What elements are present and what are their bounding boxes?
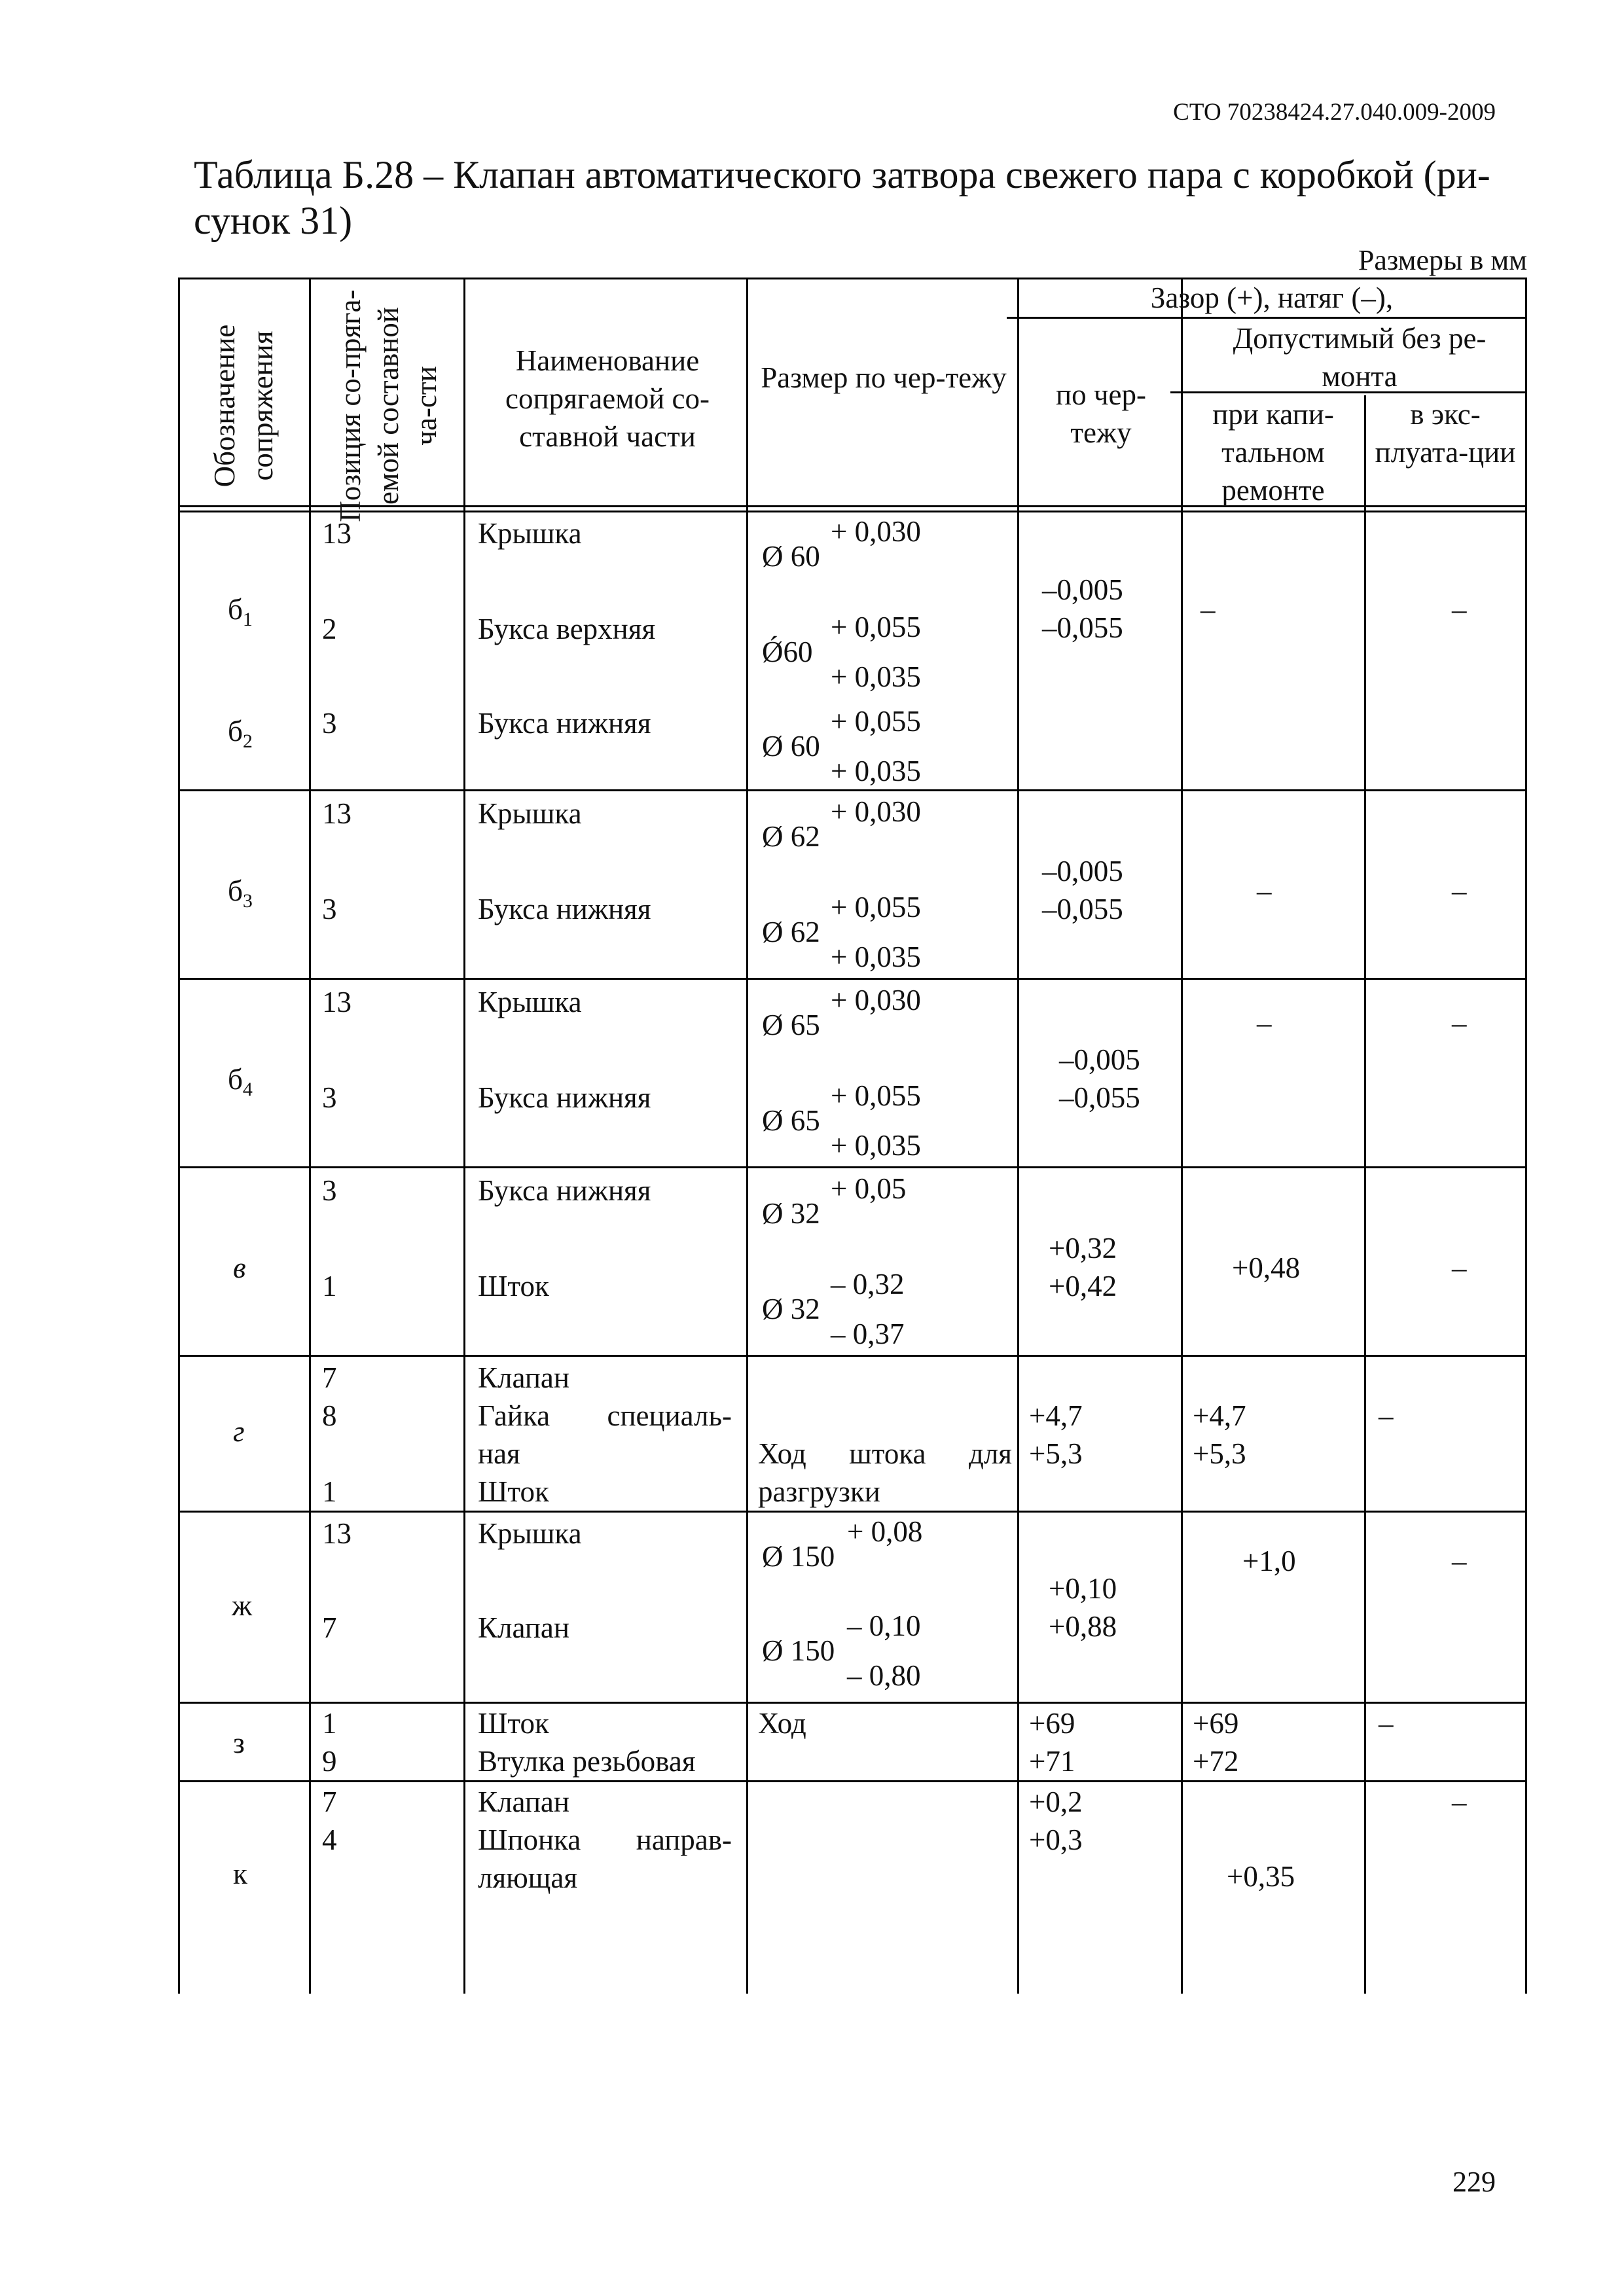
part-name-cell: Букса нижняя xyxy=(478,893,651,925)
col-rule-5 xyxy=(1181,278,1183,1994)
gap-capital-repair: +1,0 xyxy=(1242,1545,1296,1577)
upper-tolerance: + 0,05 xyxy=(831,1172,907,1205)
gap-by-drawing: +4,7 +5,3 xyxy=(1029,1399,1083,1470)
gap-capital-repair: – xyxy=(1257,1007,1272,1039)
designation-k: к xyxy=(233,1857,247,1890)
part-name-cell: Крышка xyxy=(478,797,582,830)
gap-by-drawing: +0,10 +0,88 xyxy=(1049,1572,1117,1643)
nominal-size: Ø 62 xyxy=(762,820,820,853)
nominal-size: Ø 60 xyxy=(762,730,820,762)
col-rule-4 xyxy=(1017,278,1019,1994)
designation-g: г xyxy=(233,1415,245,1448)
upper-tolerance: + 0,030 xyxy=(831,515,921,548)
header-by-drawing: по чер-тежу xyxy=(1056,378,1146,449)
header-capital: при капи-тальном ремонте xyxy=(1212,398,1334,507)
lower-tolerance: – 0,37 xyxy=(831,1318,905,1350)
header-operation: в экс-плуата-ции xyxy=(1375,398,1516,469)
gap-operation: – xyxy=(1379,1399,1394,1432)
nominal-size: Ø 150 xyxy=(762,1540,835,1573)
header-position: Позиция со-прягаемой составной ча-сти xyxy=(334,289,442,522)
fit-table xyxy=(178,278,1526,1994)
nominal-size: Ø 32 xyxy=(762,1293,820,1325)
upper-tolerance: + 0,055 xyxy=(831,1079,921,1112)
gap-by-drawing: –0,005 –0,055 xyxy=(1042,855,1123,925)
row-rule-4 xyxy=(178,1355,1526,1357)
position-cell: 7 4 xyxy=(322,1785,337,1856)
gap-operation: – xyxy=(1379,1707,1394,1740)
size-stroke-cell: Ход xyxy=(758,1707,806,1740)
position-cell: 7 8 1 xyxy=(322,1361,337,1508)
upper-tolerance: + 0,08 xyxy=(847,1515,923,1548)
upper-tolerance: + 0,055 xyxy=(831,611,921,643)
gap-capital-repair: +0,48 xyxy=(1232,1251,1301,1284)
upper-tolerance: + 0,030 xyxy=(831,795,921,828)
table-title xyxy=(194,152,1503,243)
position-cell: 1 xyxy=(322,1270,337,1302)
upper-tolerance: – 0,10 xyxy=(847,1609,921,1642)
part-name-cell: Шток Втулка резьбовая xyxy=(478,1707,696,1778)
header-designation: Обозначение сопряжения xyxy=(208,324,279,488)
part-name-cell: Шток xyxy=(478,1270,549,1302)
designation-b1: $б_1$ xyxy=(228,593,253,630)
part-name-cell: Крышка xyxy=(478,517,582,550)
part-name-cell: Клапан xyxy=(478,1611,569,1644)
gap-capital-repair: +69 +72 xyxy=(1193,1707,1239,1778)
col-rule-0 xyxy=(178,278,180,1994)
position-cell: 7 xyxy=(322,1611,337,1644)
nominal-size: Ø 60 xyxy=(762,540,820,573)
lower-tolerance: + 0,035 xyxy=(831,755,921,787)
part-name-cell: Букса нижняя xyxy=(478,1174,651,1207)
position-cell: 3 xyxy=(322,707,337,740)
part-name-cell: Клапан Шпонка направ- ляющая xyxy=(478,1785,732,1894)
header-gap-group: Зазор (+), натяг (–), xyxy=(1150,281,1394,314)
part-name-cell: Клапан Гайка специаль- ная Шток xyxy=(478,1361,732,1508)
gap-by-drawing: +0,32 +0,42 xyxy=(1049,1232,1117,1302)
col-rule-7 xyxy=(1525,278,1527,1994)
gap-operation: – xyxy=(1452,1007,1467,1039)
upper-tolerance: – 0,32 xyxy=(831,1268,905,1300)
nominal-size: Ø 150 xyxy=(762,1634,835,1667)
position-cell: 13 xyxy=(322,797,352,830)
part-name-cell: Крышка xyxy=(478,1517,582,1550)
gap-operation: – xyxy=(1452,593,1467,626)
row-rule-6 xyxy=(178,1702,1526,1704)
upper-tolerance: + 0,030 xyxy=(831,984,921,1016)
units-note: Размеры в мм xyxy=(1358,244,1527,276)
position-cell: 3 xyxy=(322,893,337,925)
designation-v: в xyxy=(233,1251,246,1284)
upper-tolerance: + 0,055 xyxy=(831,891,921,924)
nominal-size: Ø 32 xyxy=(762,1197,820,1230)
document-code: СТО 70238424.27.040.009-2009 xyxy=(1173,99,1496,126)
gap-by-drawing: –0,005 –0,055 xyxy=(1042,573,1123,644)
col-rule-1 xyxy=(309,278,311,1994)
lower-tolerance: + 0,035 xyxy=(831,660,921,693)
designation-b3: $б_3$ xyxy=(228,874,253,912)
gap-operation: – xyxy=(1452,874,1467,907)
page-number: 229 xyxy=(1453,2166,1496,2198)
position-cell: 3 xyxy=(322,1081,337,1114)
position-cell: 3 xyxy=(322,1174,337,1207)
gap-by-drawing: –0,005 –0,055 xyxy=(1059,1043,1140,1114)
gap-by-drawing: +0,2 +0,3 xyxy=(1029,1785,1083,1856)
row-rule-7 xyxy=(178,1780,1526,1782)
nominal-size: Ø 62 xyxy=(762,916,820,948)
part-name-cell: Букса верхняя xyxy=(478,613,656,645)
part-name-cell: Букса нижняя xyxy=(478,1081,651,1114)
position-cell: 13 xyxy=(322,1517,352,1550)
gap-operation: – xyxy=(1452,1785,1467,1818)
position-cell: 13 xyxy=(322,986,352,1018)
nominal-size: Ø 65 xyxy=(762,1104,820,1137)
part-name-cell: Крышка xyxy=(478,986,582,1018)
table-title-line-2: сунок 31) xyxy=(194,199,353,242)
lower-tolerance: + 0,035 xyxy=(831,941,921,973)
header-name: Наименование сопрягаемой со-ставной части xyxy=(505,344,710,453)
gap-capital-repair: +4,7 +5,3 xyxy=(1193,1399,1246,1470)
upper-tolerance: + 0,055 xyxy=(831,705,921,738)
row-rule-1 xyxy=(178,789,1526,791)
row-rule-5 xyxy=(178,1511,1526,1513)
header-allowed-group: Допустимый без ре-монта xyxy=(1233,322,1487,393)
position-cell: 13 xyxy=(322,517,352,550)
nominal-size: Ø 65 xyxy=(762,1009,820,1041)
designation-zh: ж xyxy=(232,1589,253,1622)
size-stroke-cell: Ход штока для разгрузки xyxy=(758,1437,1012,1508)
row-rule-3 xyxy=(178,1166,1526,1168)
gap-operation: – xyxy=(1452,1545,1467,1577)
part-name-cell: Букса нижняя xyxy=(478,707,651,740)
designation-z: з xyxy=(233,1727,245,1759)
col-rule-3 xyxy=(746,278,748,1994)
nominal-size: Ǿ60 xyxy=(762,636,813,668)
lower-tolerance: – 0,80 xyxy=(847,1659,921,1692)
gap-capital-repair: – xyxy=(1200,593,1216,626)
gap-by-drawing: +69 +71 xyxy=(1029,1707,1075,1778)
row-rule-2 xyxy=(178,978,1526,980)
col-rule-2 xyxy=(463,278,465,1994)
designation-b4: $б_4$ xyxy=(228,1063,253,1100)
designation-b2: $б_2$ xyxy=(228,715,253,752)
lower-tolerance: + 0,035 xyxy=(831,1129,921,1162)
table-title-line-1: Таблица Б.28 – Клапан автоматического затвора свежего пара с коробкой (ри- xyxy=(194,153,1490,196)
gap-operation: – xyxy=(1452,1251,1467,1284)
header-size: Размер по чер-тежу xyxy=(761,361,1007,394)
position-cell: 2 xyxy=(322,613,337,645)
gap-capital-repair: +0,35 xyxy=(1227,1860,1295,1893)
header-rule-gap xyxy=(1007,317,1526,319)
gap-capital-repair: – xyxy=(1257,874,1272,907)
position-cell: 1 9 xyxy=(322,1707,337,1778)
col-rule-6 xyxy=(1364,395,1366,1994)
